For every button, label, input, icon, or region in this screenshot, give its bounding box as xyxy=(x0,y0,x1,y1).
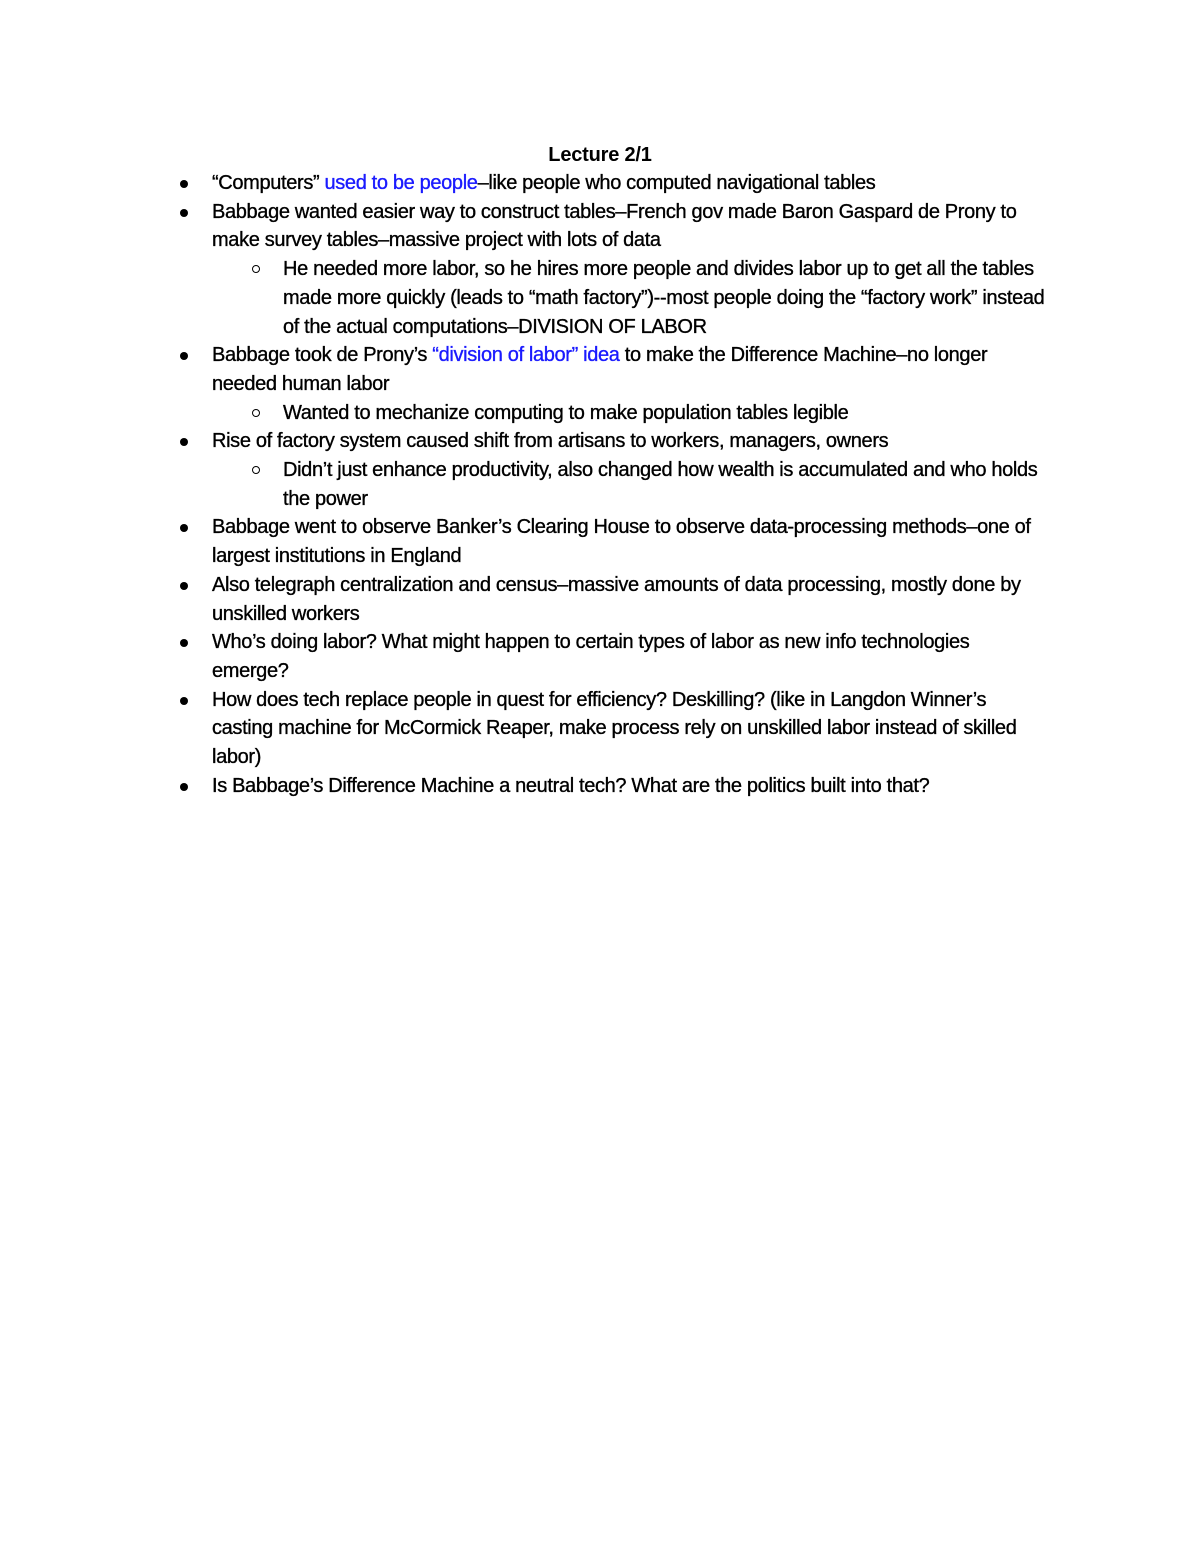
item-text: “Computers” xyxy=(212,172,325,194)
list-item xyxy=(212,169,1047,198)
item-text: He needed more labor, so he hires more people and divides labor up to get all the tables made more quickly (leads to “math factory”)--most people doing the “factory work” instead of the actual computations–DIVISION OF LABOR xyxy=(283,258,1045,338)
item-text: Babbage took de Prony’s xyxy=(212,344,433,367)
item-text: Babbage wanted easier way to construct tables–French gov made Baron Gaspard de Prony to make survey tables–massive project with lots of data xyxy=(212,200,1017,252)
item-text: to make the Difference Machine–no longer needed human labor xyxy=(212,344,988,395)
list-item xyxy=(212,628,1047,685)
item-text: Also telegraph centralization and census–massive amounts of data processing, mostly done by unskilled workers xyxy=(212,573,1021,625)
item-text: Babbage went to observe Banker’s Clearing House to observe data-processing methods–one of largest institutions in England xyxy=(212,516,1031,568)
highlighted-text: used to be people xyxy=(324,172,478,194)
list-item xyxy=(212,513,1047,570)
page-title: Lecture 2/1 xyxy=(548,144,652,166)
item-text: Who’s doing labor? What might happen to certain types of labor as new info technologies emerge? xyxy=(212,631,970,682)
list-item xyxy=(212,772,1047,801)
list-item xyxy=(212,341,1047,398)
item-text: –like people who computed navigational tables xyxy=(477,172,876,194)
item-text: Is Babbage’s Difference Machine a neutral tech? What are the politics built into that? xyxy=(212,774,930,797)
sub-list-item xyxy=(283,399,1047,428)
item-text: Didn’t just enhance productivity, also changed how wealth is accumulated and who holds the power xyxy=(283,459,1038,510)
list-item xyxy=(212,427,1047,456)
item-text: Rise of factory system caused shift from artisans to workers, managers, owners xyxy=(212,430,889,453)
list-item xyxy=(212,686,1047,772)
item-text: How does tech replace people in quest for efficiency? Deskilling? (like in Langdon Winner’s casting machine for McCormick Reaper, make process rely on unskilled labor instead of skilled labor) xyxy=(212,688,1017,769)
sub-list-item xyxy=(283,456,1047,513)
sub-list-item xyxy=(283,255,1047,341)
list-item xyxy=(212,198,1047,255)
highlighted-text: “division of labor” idea xyxy=(432,344,620,367)
notes-list xyxy=(212,169,1047,800)
item-text: Wanted to mechanize computing to make population tables legible xyxy=(283,401,849,424)
list-item xyxy=(212,571,1047,628)
